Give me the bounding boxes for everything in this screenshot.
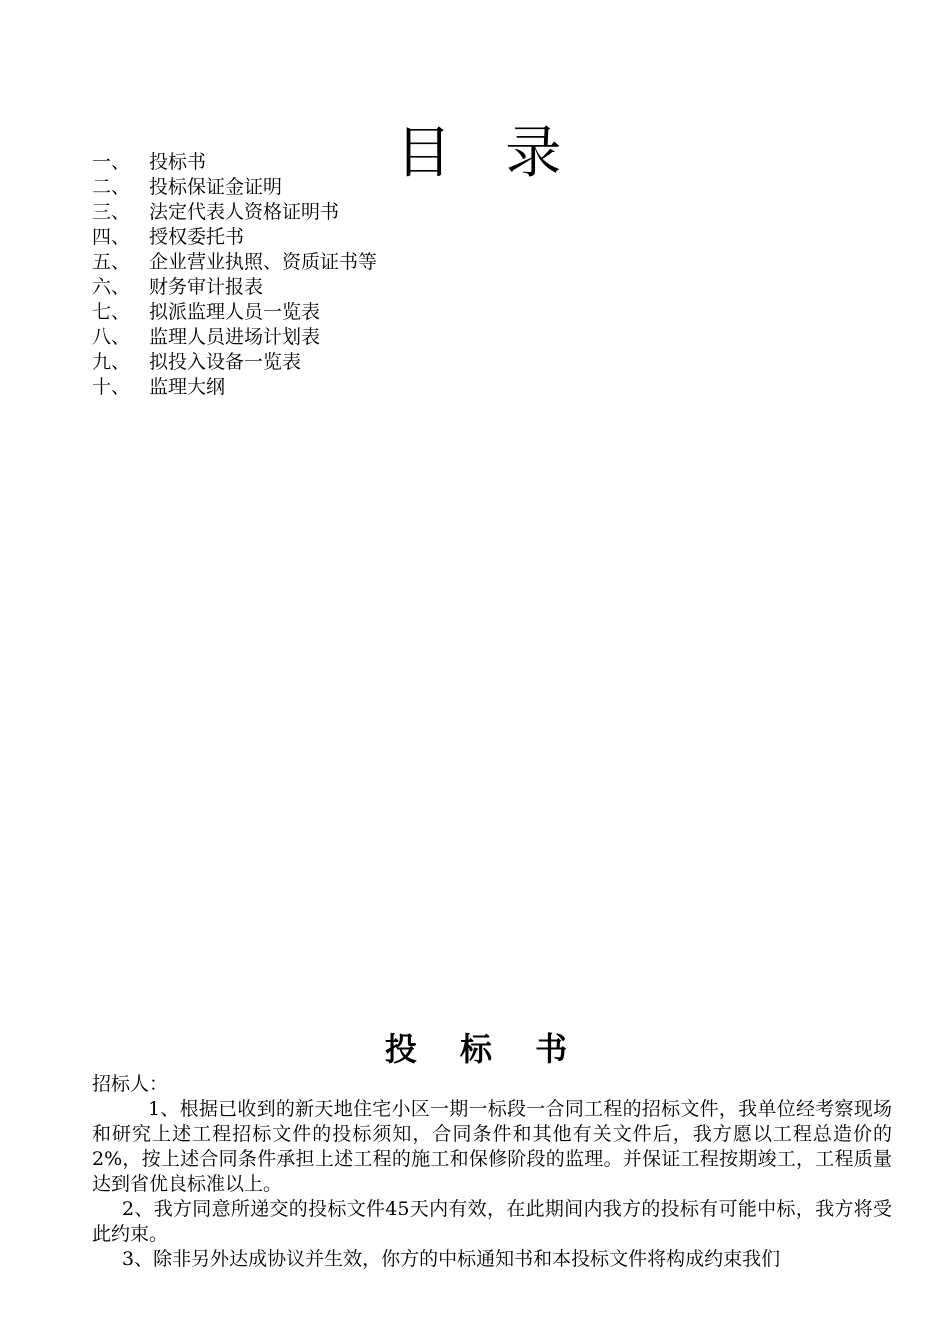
toc-item-label: 拟派监理人员一览表: [149, 301, 321, 323]
toc-item: [92, 200, 377, 225]
toc-item: [92, 375, 377, 400]
toc-item-label: 投标保证金证明: [149, 176, 283, 198]
toc-item: [92, 300, 377, 325]
toc-item: [92, 325, 377, 350]
bid-letter-title: 投 标 书: [384, 1029, 584, 1068]
toc-item-label: 法定代表人资格证明书: [149, 201, 340, 223]
toc-item: [92, 150, 377, 175]
toc-item-number: 十、: [92, 376, 131, 398]
toc-item: [92, 225, 377, 250]
toc-item-label: 监理大纲: [149, 376, 226, 398]
toc-item: [92, 250, 377, 275]
bid-letter-body: [92, 1072, 892, 1272]
toc-item-label: 投标书: [149, 151, 207, 173]
toc-item-label: 企业营业执照、资质证书等: [149, 251, 378, 273]
bid-letter-paragraph: 1、根据已收到的新天地住宅小区一期一标段一合同工程的招标文件，我单位经考察现场和研究上述工程招标文件的投标须知，合同条件和其他有关文件后，我方愿以工程总造价的2%，按上述合同条件承担上述工程的施工和保修阶段的监理。并保证工程按期竣工，工程质量达到省优良标准以上。: [92, 1098, 892, 1195]
toc-list: [92, 150, 377, 400]
toc-item-label: 监理人员进场计划表: [149, 326, 321, 348]
toc-item-number: 九、: [92, 351, 131, 373]
toc-item-number: 八、: [92, 326, 131, 348]
bid-letter-recipient: 招标人：: [92, 1073, 169, 1095]
toc-item-label: 拟投入设备一览表: [149, 351, 302, 373]
toc-item-number: 二、: [92, 176, 131, 198]
toc-item-number: 一、: [92, 151, 131, 173]
toc-title: 目 录: [395, 120, 580, 186]
toc-item-number: 七、: [92, 301, 131, 323]
toc-item: [92, 275, 377, 300]
toc-item-label: 财务审计报表: [149, 276, 264, 298]
bid-letter-paragraph: 3、除非另外达成协议并生效，你方的中标通知书和本投标文件将构成约束我们: [122, 1248, 781, 1270]
bid-letter-paragraph: 2、我方同意所递交的投标文件45天内有效，在此期间内我方的投标有可能中标，我方将受此约束。: [92, 1198, 892, 1245]
toc-item-number: 四、: [92, 226, 131, 248]
toc-item-number: 三、: [92, 201, 131, 223]
toc-item-number: 六、: [92, 276, 131, 298]
toc-item-number: 五、: [92, 251, 131, 273]
toc-item: [92, 350, 377, 375]
toc-item: [92, 175, 377, 200]
toc-item-label: 授权委托书: [149, 226, 245, 248]
